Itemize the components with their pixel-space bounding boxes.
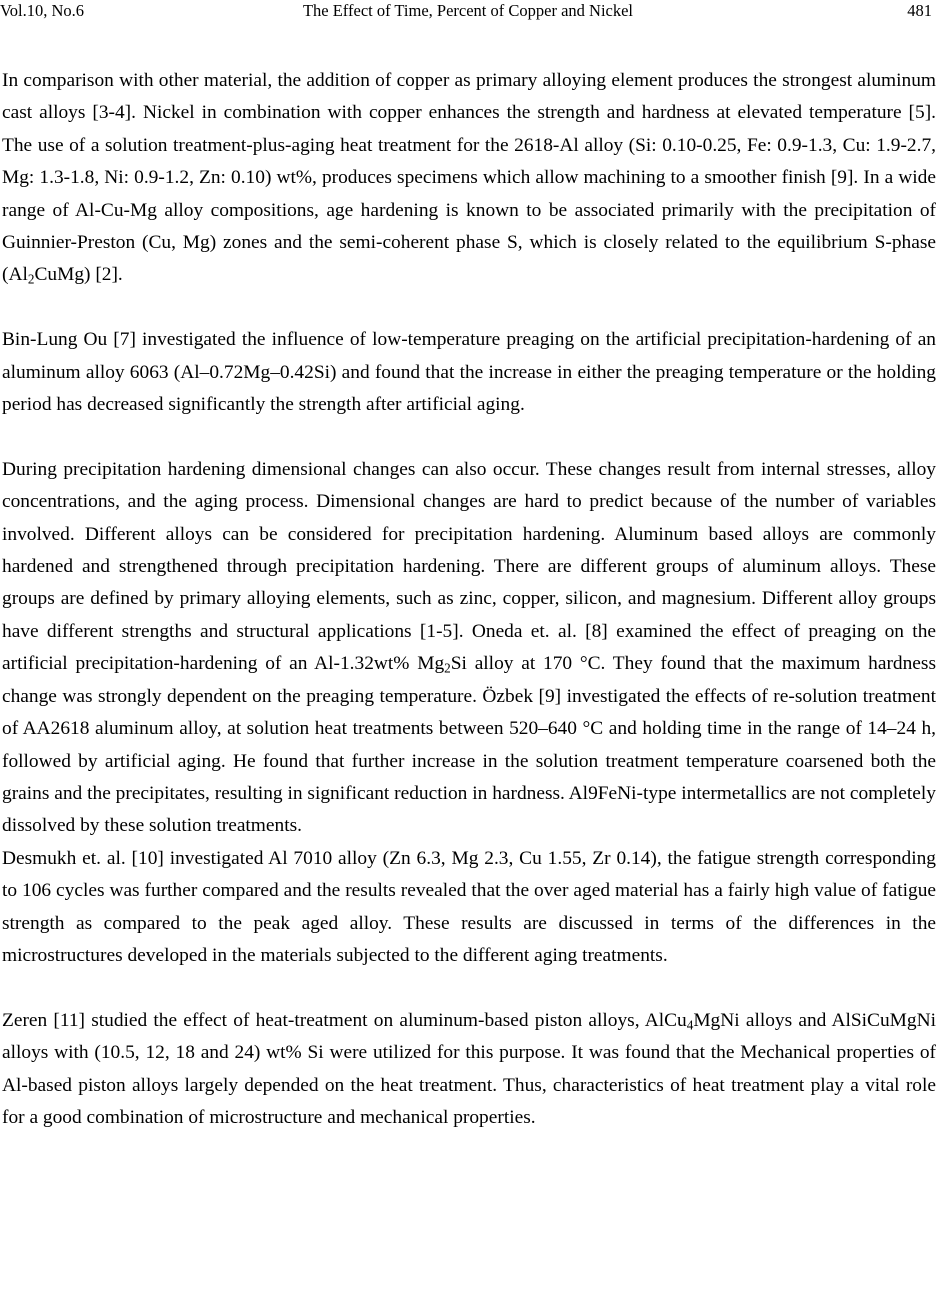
body-text xyxy=(2,65,936,1134)
paragraph-3 xyxy=(2,454,936,843)
volume-number: Vol.10, No.6 xyxy=(0,1,85,20)
subscript: 2 xyxy=(444,660,451,676)
subscript: 2 xyxy=(27,271,35,287)
running-title: The Effect of Time, Percent of Copper and Nickel xyxy=(302,1,634,20)
subscript: 4 xyxy=(686,1017,694,1033)
paragraph-5-text-b: MgNi alloys and AlSiCuMgNi alloys with (10.5, 12, 18 and 24) wt% Si were utilized for this purpose. It was found that the Mechanical properties of Al-based piston alloys largely depended on the heat treatment. Thus, characteristics of heat treatment play a vital role for a good combination of microstructure and mechanical properties. xyxy=(2,1009,936,1128)
paragraph-3-text-b: Si alloy at 170 °C. They found that the maximum hardness change was strongly dependent on the preaging temperature. Özbek [9] investigated the effects of re-solution treatment of AA2618 aluminum alloy, at solution heat treatments between 520–640 °C and holding time in the range of 14–24 h, followed by artificial aging. He found that further increase in the solution treatment temperature coarsened both the grains and the precipitates, resulting in significant reduction in hardness. Al9FeNi-type intermetallics are not completely dissolved by these solution treatments. xyxy=(2,653,936,837)
paragraph-1-text-b: CuMg) [2]. xyxy=(34,264,123,286)
paragraph-5-text-a: Zeren [11] studied the effect of heat-treatment on aluminum-based piston alloys, AlCu xyxy=(2,1009,687,1031)
paragraph-5 xyxy=(2,1005,936,1135)
running-header xyxy=(0,0,936,24)
paragraph-1-text-a: In comparison with other material, the addition of copper as primary alloying element produces the strongest aluminum cast alloys [3-4]. Nickel in combination with copper enhances the strength and hardness at elevated temperature [5]. The use of a solution treatment-plus-aging heat treatment for the 2618-Al alloy (Si: 0.10-0.25, Fe: 0.9-1.3, Cu: 1.9-2.7, Mg: 1.3-1.8, Ni: 0.9-1.2, Zn: 0.10) wt%, produces specimens which allow machining to a smoother finish [9]. In a wide range of Al-Cu-Mg alloy compositions, age hardening is known to be associated primarily with the precipitation of Guinnier-Preston (Cu, Mg) zones and the semi-coherent phase S, which is closely related to the equilibrium S-phase (Al xyxy=(2,70,936,286)
page-number: 481 xyxy=(907,1,932,20)
paragraph-3-text-a: During precipitation hardening dimensional changes can also occur. These changes result from internal stresses, alloy concentrations, and the aging process. Dimensional changes are hard to predict because of the number of variables involved. Different alloys can be considered for precipitation hardening. Aluminum based alloys are commonly hardened and strengthened through precipitation hardening. There are different groups of aluminum alloys. These groups are defined by primary alloying elements, such as zinc, copper, silicon, and magnesium. Different alloy groups have different strengths and structural applications [1-5]. Oneda et. al. [8] examined the effect of preaging on the artificial precipitation-hardening of an Al-1.32wt% Mg xyxy=(2,458,936,675)
paragraph-1 xyxy=(2,65,936,292)
paragraph-2: Bin-Lung Ou [7] investigated the influence of low-temperature preaging on the artificial precipitation-hardening of an aluminum alloy 6063 (Al–0.72Mg–0.42Si) and found that the increase in either the preaging temperature or the holding period has decreased significantly the strength after artificial aging. xyxy=(2,329,936,416)
paragraph-4: Desmukh et. al. [10] investigated Al 7010 alloy (Zn 6.3, Mg 2.3, Cu 1.55, Zr 0.14), the fatigue strength corresponding to 106 cycles was further compared and the results revealed that the over aged material has a fairly high value of fatigue strength as compared to the peak aged alloy. These results are discussed in terms of the differences in the microstructures developed in the materials subjected to the different aging treatments. xyxy=(2,847,936,966)
